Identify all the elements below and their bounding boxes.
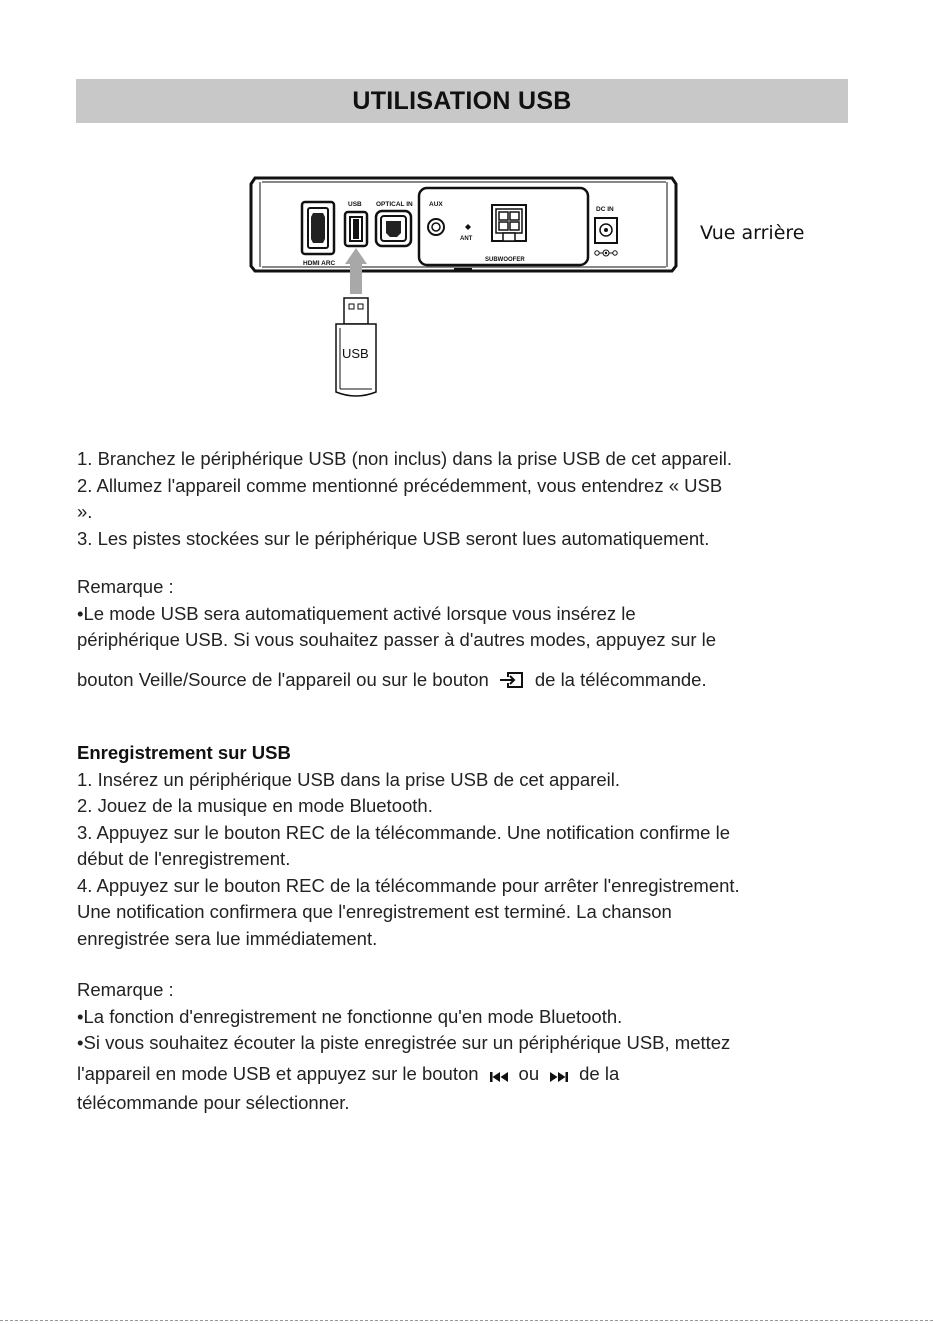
recording-section [77,740,867,952]
step-line: ». [77,501,93,522]
remark-line: l'appareil en mode USB et appuyez sur le bouton ou de la [77,1061,867,1091]
dc-port [595,218,617,243]
source-input-icon [499,670,525,697]
usb-steps [77,446,867,552]
usb-stick-label: USB [342,346,369,361]
aux-port [428,219,444,235]
dc-port-label: DC IN [596,206,614,213]
subwoofer-port-label: SUBWOOFER [485,257,525,263]
remark-label: Remarque : [77,979,174,1000]
rear-view-label: Vue arrière [700,222,805,244]
remark-recording [77,977,867,1117]
aux-port-label: AUX [429,201,443,208]
remark-line: périphérique USB. Si vous souhaitez passer à d'autres modes, appuyez sur le [77,629,717,650]
remark-label: Remarque : [77,576,174,597]
hdmi-port-label: HDMI ARC [303,260,336,267]
optical-port [376,211,411,246]
remark-line: •Si vous souhaitez écouter la piste enregistrée sur un périphérique USB, mettez [77,1032,731,1053]
step-line: 4. Appuyez sur le bouton REC de la télécommande pour arrêter l'enregistrement. [77,874,740,896]
usb-port [345,212,367,246]
recording-heading: Enregistrement sur USB [77,742,291,763]
step-line: début de l'enregistrement. [77,848,291,869]
optical-port-label: OPTICAL IN [376,201,413,208]
next-track-icon [549,1064,569,1091]
remark-usb-mode [77,574,867,696]
usb-port-label: USB [348,201,362,208]
rear-panel-diagram [0,0,933,420]
antenna-label: ANT [460,236,473,242]
step-line: enregistrée sera lue immédiatement. [77,927,378,949]
step-line: 2. Allumez l'appareil comme mentionné précédemment, vous entendrez « USB [77,474,723,496]
step-line: Une notification confirmera que l'enregistrement est terminé. La chanson [77,901,672,922]
previous-track-icon [489,1064,509,1091]
step-line: 2. Jouez de la musique en mode Bluetooth. [77,795,433,816]
hdmi-port [302,202,334,254]
subwoofer-port [492,205,526,241]
step-line: 3. Les pistes stockées sur le périphérique USB seront lues automatiquement. [77,527,710,549]
page-bottom-divider [0,1320,933,1321]
remark-line: •La fonction d'enregistrement ne fonctionne qu'en mode Bluetooth. [77,1005,623,1027]
step-line: 1. Insérez un périphérique USB dans la prise USB de cet appareil. [77,768,620,790]
step-line: 1. Branchez le périphérique USB (non inclus) dans la prise USB de cet appareil. [77,448,733,469]
step-line: 3. Appuyez sur le bouton REC de la télécommande. Une notification confirme le [77,821,731,843]
remark-line: bouton Veille/Source de l'appareil ou sur le bouton de la télécommande. [77,667,867,697]
page-title: UTILISATION USB [352,86,572,115]
remark-line: •Le mode USB sera automatiquement activé lorsque vous insérez le [77,602,636,624]
remark-line: télécommande pour sélectionner. [77,1092,350,1113]
